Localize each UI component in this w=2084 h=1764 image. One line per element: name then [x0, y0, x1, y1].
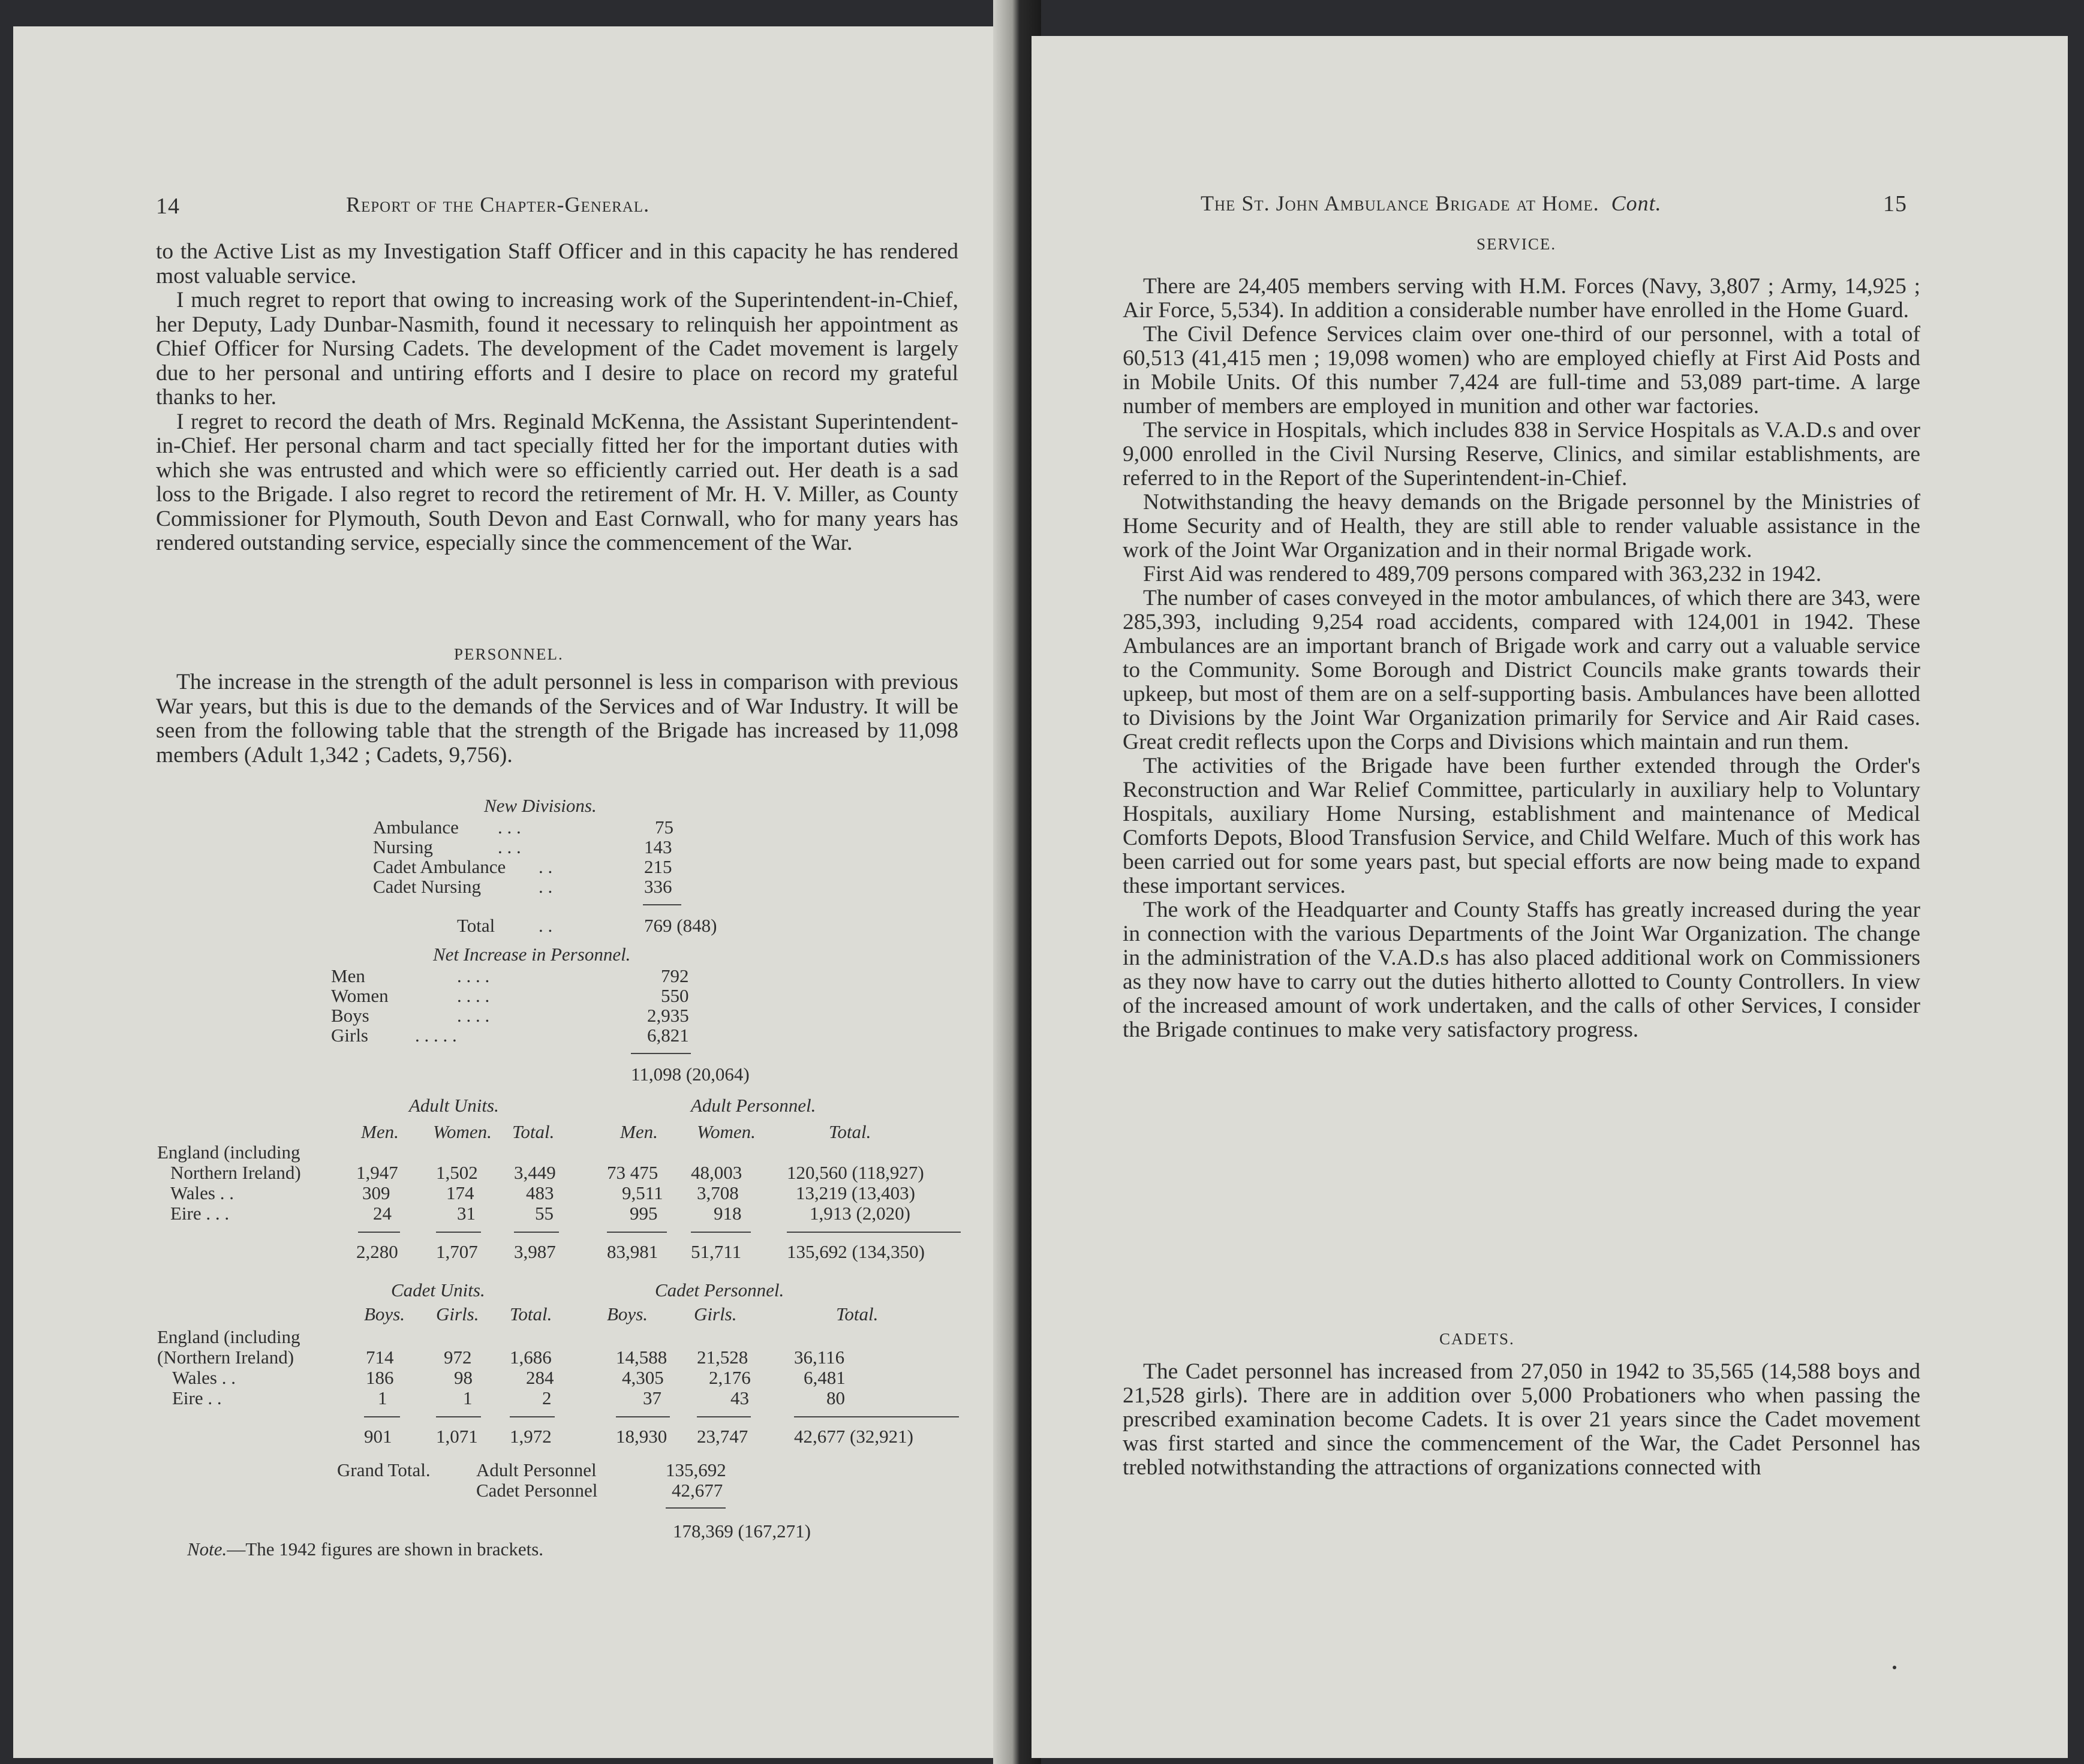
leader-dots: . . . — [498, 817, 521, 838]
table-cell: 120,560 (118,927) — [787, 1162, 924, 1183]
leader-dots: . . . . — [457, 1005, 490, 1026]
grand-total-value: 178,369 (167,271) — [673, 1521, 811, 1542]
column-header: Men. — [620, 1121, 658, 1142]
total-cell: 1,972 — [510, 1426, 552, 1447]
running-head-left: Report of the Chapter-General. — [346, 192, 650, 216]
total-cell: 83,981 — [607, 1241, 658, 1262]
cadets-heading: CADETS. — [1439, 1330, 1515, 1348]
total-cell: 1,707 — [436, 1241, 478, 1262]
net-increase-label: Women — [331, 985, 389, 1006]
new-divisions-label: Cadet Nursing — [373, 876, 481, 897]
service-paragraph: The activities of the Brigade have been further extended through the Order's Reconstruction and War Relief Committee, particularly in auxiliary help to Voluntary Hospitals, auxiliary Home Nursing, establishment and maintenance of Medical Comforts Depots, Blood Transfusion Service, and Child Welfare. Much of this work has been carried out for some years past, but special efforts are now being made to expand these important services. — [1123, 754, 1920, 898]
divider — [510, 1416, 555, 1417]
divider — [364, 1416, 400, 1417]
table-cell: 284 — [526, 1367, 554, 1388]
adult-personnel-title: Adult Personnel. — [691, 1095, 816, 1116]
service-paragraph: First Aid was rendered to 489,709 persons compared with 363,232 in 1942. — [1143, 562, 1822, 586]
table-cell: 13,219 (13,403) — [796, 1182, 915, 1203]
table-cell: 98 — [454, 1367, 473, 1388]
table-cell: 43 — [730, 1387, 749, 1408]
total-cell: 51,711 — [691, 1241, 742, 1262]
column-header: Total. — [829, 1121, 871, 1142]
net-increase-label: Girls — [331, 1025, 368, 1046]
new-divisions-label: Ambulance — [373, 817, 459, 838]
divider — [358, 1232, 400, 1233]
footnote-label: Note. — [187, 1539, 227, 1560]
new-divisions-value: 336 — [644, 876, 672, 897]
total-cell: 2,280 — [356, 1241, 398, 1262]
service-paragraph: There are 24,405 members serving with H.M. Forces (Navy, 3,807 ; Army, 14,925 ; Air Force, 5,534). In addition a considerable number have enrolled in the Home Guard. — [1123, 274, 1920, 323]
total-cell: 42,677 (32,921) — [794, 1426, 913, 1447]
net-increase-value: 2,935 — [647, 1005, 689, 1026]
table-cell: 918 — [714, 1203, 742, 1224]
intro-text — [156, 240, 958, 556]
right-page — [1032, 36, 2068, 1758]
net-increase-label: Men — [331, 965, 365, 986]
table-cell: 73 475 — [607, 1162, 658, 1183]
service-heading: SERVICE. — [1476, 235, 1557, 253]
table-cell: 6,481 — [804, 1367, 846, 1388]
table-cell: 1,913 (2,020) — [810, 1203, 910, 1224]
service-text — [1123, 275, 1920, 1042]
divider — [697, 1416, 751, 1417]
new-divisions-label: Cadet Ambulance — [373, 856, 506, 877]
table-cell: 48,003 — [691, 1162, 742, 1183]
divider — [691, 1232, 751, 1233]
net-increase-value: 550 — [661, 985, 689, 1006]
column-header: Girls. — [694, 1304, 737, 1324]
net-increase-total: 11,098 (20,064) — [631, 1064, 750, 1085]
table-cell: 3,708 — [697, 1182, 739, 1203]
table-cell: 3,449 — [514, 1162, 556, 1183]
cadet-units-title: Cadet Units. — [391, 1280, 485, 1301]
page-number-right: 15 — [1883, 191, 1907, 216]
leader-dots: . . . — [498, 836, 521, 857]
table-cell: 1,502 — [436, 1162, 478, 1183]
table-cell: 55 — [535, 1203, 554, 1224]
row-label: England (including — [157, 1326, 300, 1347]
table-cell: 1,947 — [356, 1162, 398, 1183]
table-cell: 483 — [526, 1182, 554, 1203]
personnel-heading: PERSONNEL. — [454, 645, 564, 663]
service-paragraph: The service in Hospitals, which includes 838 in Service Hospitals as V.A.D.s and over 9,000 enrolled in the Civil Nursing Reserve, Clinics, and similar establishments, are referred to in the Report of the Superintendent-in-Chief. — [1123, 418, 1920, 490]
column-header: Men. — [361, 1121, 399, 1142]
table-cell: 9,511 — [622, 1182, 663, 1203]
divider — [666, 1507, 726, 1509]
divider — [631, 1053, 691, 1054]
grand-total-line-label: Adult Personnel — [476, 1459, 597, 1480]
table-cell: 14,588 — [616, 1347, 667, 1368]
total-cell: 23,747 — [697, 1426, 748, 1447]
total-cell: 901 — [364, 1426, 392, 1447]
table-cell: 1,686 — [510, 1347, 552, 1368]
column-header: Women. — [697, 1121, 756, 1142]
column-header: Total. — [512, 1121, 555, 1142]
row-label: Northern Ireland) — [170, 1162, 301, 1183]
intro-paragraph-2: I much regret to report that owing to increasing work of the Superintendent-in-Chief, her Deputy, Lady Dunbar-Nasmith, found it necessary to relinquish her appointment as Chief Officer for Nursing Cadets. The development of the Cadet movement is largely due to her personal and untiring efforts and I desire to place on record my grateful thanks to her. — [156, 288, 958, 410]
intro-paragraph-1: to the Active List as my Investigation Staff Officer and in this capacity he has rendered most valuable service. — [156, 239, 958, 288]
leader-dots: . . — [539, 876, 553, 897]
running-head-right — [1201, 191, 1662, 216]
ink-mark — [1893, 1666, 1896, 1669]
table-cell: 186 — [366, 1367, 394, 1388]
column-header: Total. — [510, 1304, 552, 1324]
footnote — [187, 1539, 543, 1560]
table-cell: 995 — [630, 1203, 658, 1224]
table-cell: 36,116 — [794, 1347, 845, 1368]
personnel-paragraph — [156, 670, 958, 767]
divider — [514, 1232, 559, 1233]
divider — [787, 1232, 961, 1233]
column-header: Boys. — [607, 1304, 648, 1324]
divider — [794, 1416, 959, 1417]
new-divisions-title: New Divisions. — [484, 795, 597, 816]
service-paragraph: The Civil Defence Services claim over one-third of our personnel, with a total of 60,513 (41,415 men ; 19,098 women) who are employed chiefly at First Aid Posts and in Mobile Units. Of this number 7,424 are full-time and 53,089 part-time. A large number of members are employed in munition and other war factories. — [1123, 322, 1920, 419]
table-cell: 37 — [643, 1387, 661, 1408]
table-cell: 174 — [446, 1182, 474, 1203]
table-cell: 24 — [373, 1203, 392, 1224]
new-divisions-total-value: 769 (848) — [644, 915, 717, 936]
new-divisions-label: Nursing — [373, 836, 433, 857]
total-cell: 135,692 (134,350) — [787, 1241, 925, 1262]
leader-dots: . . — [539, 856, 553, 877]
table-cell: 2 — [542, 1387, 552, 1408]
table-cell: 21,528 — [697, 1347, 748, 1368]
table-cell: 1 — [378, 1387, 387, 1408]
adult-units-title: Adult Units. — [409, 1095, 499, 1116]
grand-total-line-value: 135,692 — [666, 1459, 726, 1480]
column-header: Total. — [836, 1304, 879, 1324]
table-cell: 4,305 — [622, 1367, 664, 1388]
table-cell: 2,176 — [709, 1367, 751, 1388]
row-label: Eire . . . — [170, 1203, 230, 1224]
leader-dots: . . . . . — [415, 1025, 457, 1046]
column-header: Boys. — [364, 1304, 405, 1324]
net-increase-label: Boys — [331, 1005, 369, 1026]
left-page — [13, 26, 1012, 1758]
row-label: England (including — [157, 1142, 300, 1163]
service-paragraph: The number of cases conveyed in the motor ambulances, of which there are 343, were 285,393, including 9,254 road accidents, compared with 124,001 in 1942. These Ambulances are an important branch of Brigade work and carry out a valuable service to the Community. Some Borough and District Councils make grants towards their upkeep, but most of them are on a self-supporting basis. Ambulances have been allotted to Divisions by the Joint War Organization primarily for Service and Air Raid cases. Great credit reflects upon the Corps and Divisions which maintain and run them. — [1123, 586, 1920, 754]
new-divisions-total-label: Total — [457, 915, 495, 936]
cadet-personnel-title: Cadet Personnel. — [655, 1280, 784, 1301]
service-paragraph: The work of the Headquarter and County Staffs has greatly increased during the year in connection with the various Departments of the Joint War Organization. The change in the administration of the V.A.D.s has also placed additional work on Commissioners as they now have to carry out the duties hitherto allotted to County Controllers. In view of the increased amount of work undertaken, and the calls of other Services, I consider the Brigade continues to make very satisfactory progress. — [1123, 898, 1920, 1042]
column-header: Women. — [433, 1121, 492, 1142]
table-cell: 714 — [366, 1347, 394, 1368]
intro-paragraph-3: I regret to record the death of Mrs. Reginald McKenna, the Assistant Superintendent-in-Chief. Her personal charm and tact specially fitted her for the important duties with which she was entrusted and which were so efficiently carried out. Her death is a sad loss to the Brigade. I also regret to record the retirement of Mr. H. V. Miller, as County Commissioner for Plymouth, South Devon and East Cornwall, who for many years has rendered outstanding service, especially since the commencement of the War. — [156, 409, 958, 555]
running-head-title: The St. John Ambulance Brigade at Home. — [1201, 191, 1599, 215]
total-cell: 1,071 — [436, 1426, 478, 1447]
net-increase-title: Net Increase in Personnel. — [433, 944, 631, 965]
row-label: Wales . . — [170, 1182, 234, 1203]
total-cell: 3,987 — [514, 1241, 556, 1262]
running-head-cont: Cont. — [1611, 191, 1662, 215]
leader-dots: . . — [539, 915, 553, 936]
net-increase-value: 6,821 — [647, 1025, 689, 1046]
cadets-paragraph-text: The Cadet personnel has increased from 27,050 in 1942 to 35,565 (14,588 boys and 21,528 girls). There are in addition over 5,000 Probationers who when passing the prescribed examination become Cadets. It is over 21 years since the Cadet movement was first started and since the commencement of the War, the Cadet Personnel has trebled notwithstanding the attractions of organizations connected with — [1123, 1359, 1920, 1480]
divider — [436, 1416, 481, 1417]
table-cell: 972 — [444, 1347, 472, 1368]
row-label: (Northern Ireland) — [157, 1347, 294, 1368]
cadets-paragraph — [1123, 1360, 1920, 1480]
grand-total-label: Grand Total. — [337, 1459, 431, 1480]
new-divisions-value: 75 — [655, 817, 673, 838]
total-cell: 18,930 — [616, 1426, 667, 1447]
row-label: Eire . . — [172, 1387, 222, 1408]
table-cell: 31 — [457, 1203, 476, 1224]
leader-dots: . . . . — [457, 965, 490, 986]
personnel-paragraph-text: The increase in the strength of the adult personnel is less in comparison with previous War years, but this is due to the demands of the Services and of War Industry. It will be seen from the following table that the strength of the Brigade has increased by 11,098 members (Adult 1,342 ; Cadets, 9,756). — [156, 670, 958, 767]
divider — [607, 1232, 667, 1233]
table-cell: 80 — [826, 1387, 845, 1408]
service-paragraph: Notwithstanding the heavy demands on the Brigade personnel by the Ministries of Home Security and of Health, they are still able to render valuable assistance in the work of the Joint War Organization and in their normal Brigade work. — [1123, 490, 1920, 562]
table-cell: 309 — [362, 1182, 390, 1203]
table-cell: 1 — [463, 1387, 473, 1408]
divider — [643, 904, 681, 905]
row-label: Wales . . — [172, 1367, 236, 1388]
grand-total-line-label: Cadet Personnel — [476, 1480, 598, 1501]
new-divisions-value: 143 — [644, 836, 672, 857]
new-divisions-value: 215 — [644, 856, 672, 877]
net-increase-value: 792 — [661, 965, 689, 986]
grand-total-line-value: 42,677 — [672, 1480, 723, 1501]
divider — [616, 1416, 670, 1417]
page-number-left: 14 — [156, 194, 180, 219]
leader-dots: . . . . — [457, 985, 490, 1006]
divider — [436, 1232, 481, 1233]
column-header: Girls. — [436, 1304, 479, 1324]
footnote-text: —The 1942 figures are shown in brackets. — [227, 1539, 544, 1560]
